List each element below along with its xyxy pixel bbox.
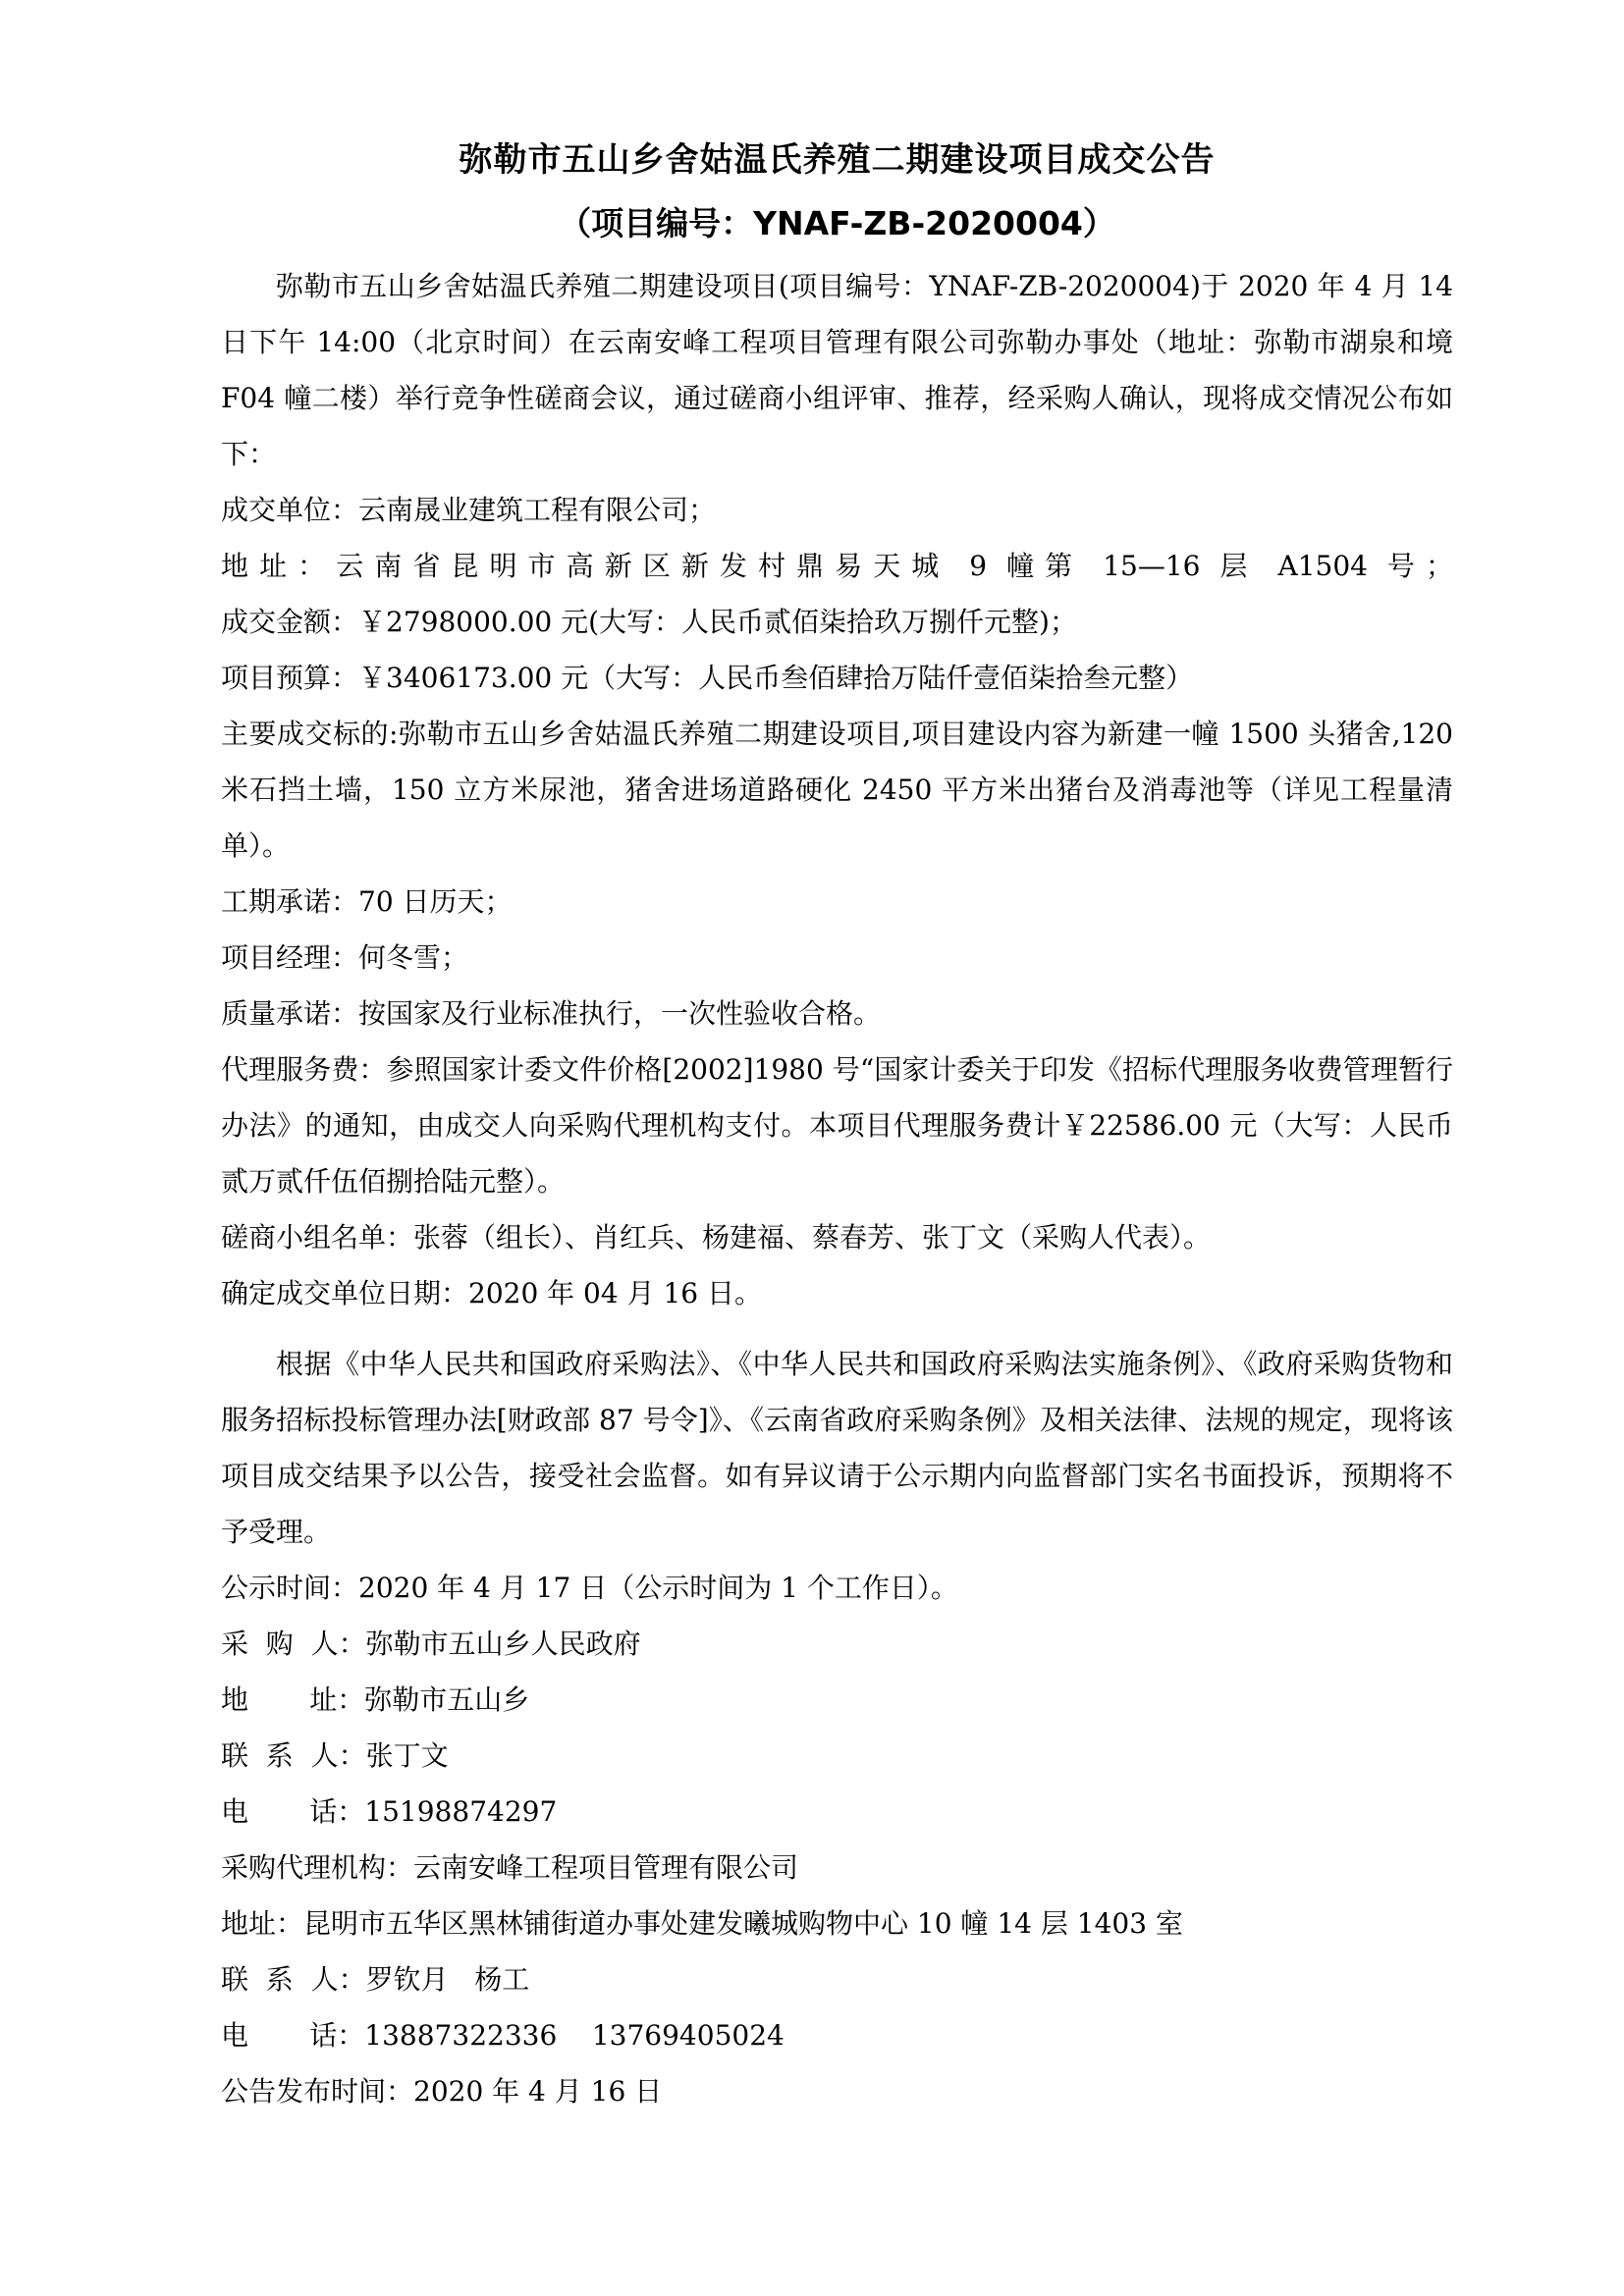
construction-period-line: 工期承诺：70 日历天； [221,885,513,918]
document-title: 弥勒市五山乡舍姑温氏养殖二期建设项目成交公告 [459,140,1216,180]
agency-fee-paragraph: 代理服务费：参照国家计委文件价格[2002]1980 号“国家计委关于印发《招标代理服务收费管理暂行办法》的通知，由成交人向采购代理机构支付。本项目代理服务费计￥22586.00 元（大写：人民币贰万贰仟伍佰捌拾陆元整）。 [221,1053,1453,1198]
document-subtitle: （项目编号：YNAF-ZB-2020004） [559,204,1115,242]
publish-date-line: 公告发布时间：2020 年 4 月 16 日 [221,2075,663,2108]
intro-paragraph: 弥勒市五山乡舍姑温氏养殖二期建设项目(项目编号：YNAF-ZB-2020004)于 2020 年 4 月 14 日下午 14:00（北京时间）在云南安峰工程项目管理有限公司弥勒办事处（地址：弥勒市湖泉和境 F04 幢二楼）举行竞争性磋商会议，通过磋商小组评审、推荐，经采购人确认，现将成交情况公布如下： [221,270,1453,470]
quality-commitment-line: 质量承诺：按国家及行业标准执行，一次性验收合格。 [221,997,882,1030]
agency-line: 采购代理机构：云南安峰工程项目管理有限公司 [221,1851,799,1884]
bidder-address-line: 地址：云南省昆明市高新区新发村鼎易天城 9 幢第 15—16 层 A1504 号； [221,550,1453,582]
document-content [221,132,1453,2119]
award-date-line: 确定成交单位日期：2020 年 04 月 16 日。 [221,1277,763,1309]
legal-basis-paragraph: 根据《中华人民共和国政府采购法》、《中华人民共和国政府采购法实施条例》、《政府采购货物和服务招标投标管理办法[财政部 87 号令]》、《云南省政府采购条例》及相关法律、法规的规定，现将该项目成交结果予以公告，接受社会监督。如有异议请于公示期内向监督部门实名书面投诉，预期将不予受理。 [221,1348,1453,1548]
agency-phone-line: 电 话：13887322336 13769405024 [221,2019,785,2052]
winning-bidder-line: 成交单位：云南晟业建筑工程有限公司； [221,494,717,526]
purchaser-phone-line: 电 话：15198874297 [221,1795,558,1828]
purchaser-line: 采 购 人：弥勒市五山乡人民政府 [221,1628,641,1660]
project-budget-line: 项目预算：￥3406173.00 元（大写：人民币叁佰肆拾万陆仟壹佰柒拾叁元整） [221,662,1194,694]
purchaser-contact-line: 联 系 人：张丁文 [221,1739,449,1772]
award-amount-line: 成交金额：￥2798000.00 元(大写：人民币贰佰柒拾玖万捌仟元整)； [221,606,1077,638]
purchaser-address-line: 地 址：弥勒市五山乡 [221,1683,530,1716]
document-body [221,258,1453,2119]
agency-contact-line: 联 系 人：罗钦月 杨工 [221,1963,530,1996]
project-scope-paragraph: 主要成交标的:弥勒市五山乡舍姑温氏养殖二期建设项目,项目建设内容为新建一幢 1500 头猪舍,120 米石挡土墙，150 立方米尿池，猪舍进场道路硬化 2450 平方米出猪台及消毒池等（详见工程量清单）。 [221,718,1453,862]
agency-address-line: 地址：昆明市五华区黑林铺街道办事处建发曦城购物中心 10 幢 14 层 1403 室 [221,1907,1183,1940]
review-panel-line: 磋商小组名单：张蓉（组长）、肖红兵、杨建福、蔡春芳、张丁文（采购人代表）。 [221,1221,1212,1254]
publicity-period-line: 公示时间：2020 年 4 月 17 日（公示时间为 1 个工作日）。 [221,1572,958,1604]
project-manager-line: 项目经理：何冬雪； [221,941,469,974]
